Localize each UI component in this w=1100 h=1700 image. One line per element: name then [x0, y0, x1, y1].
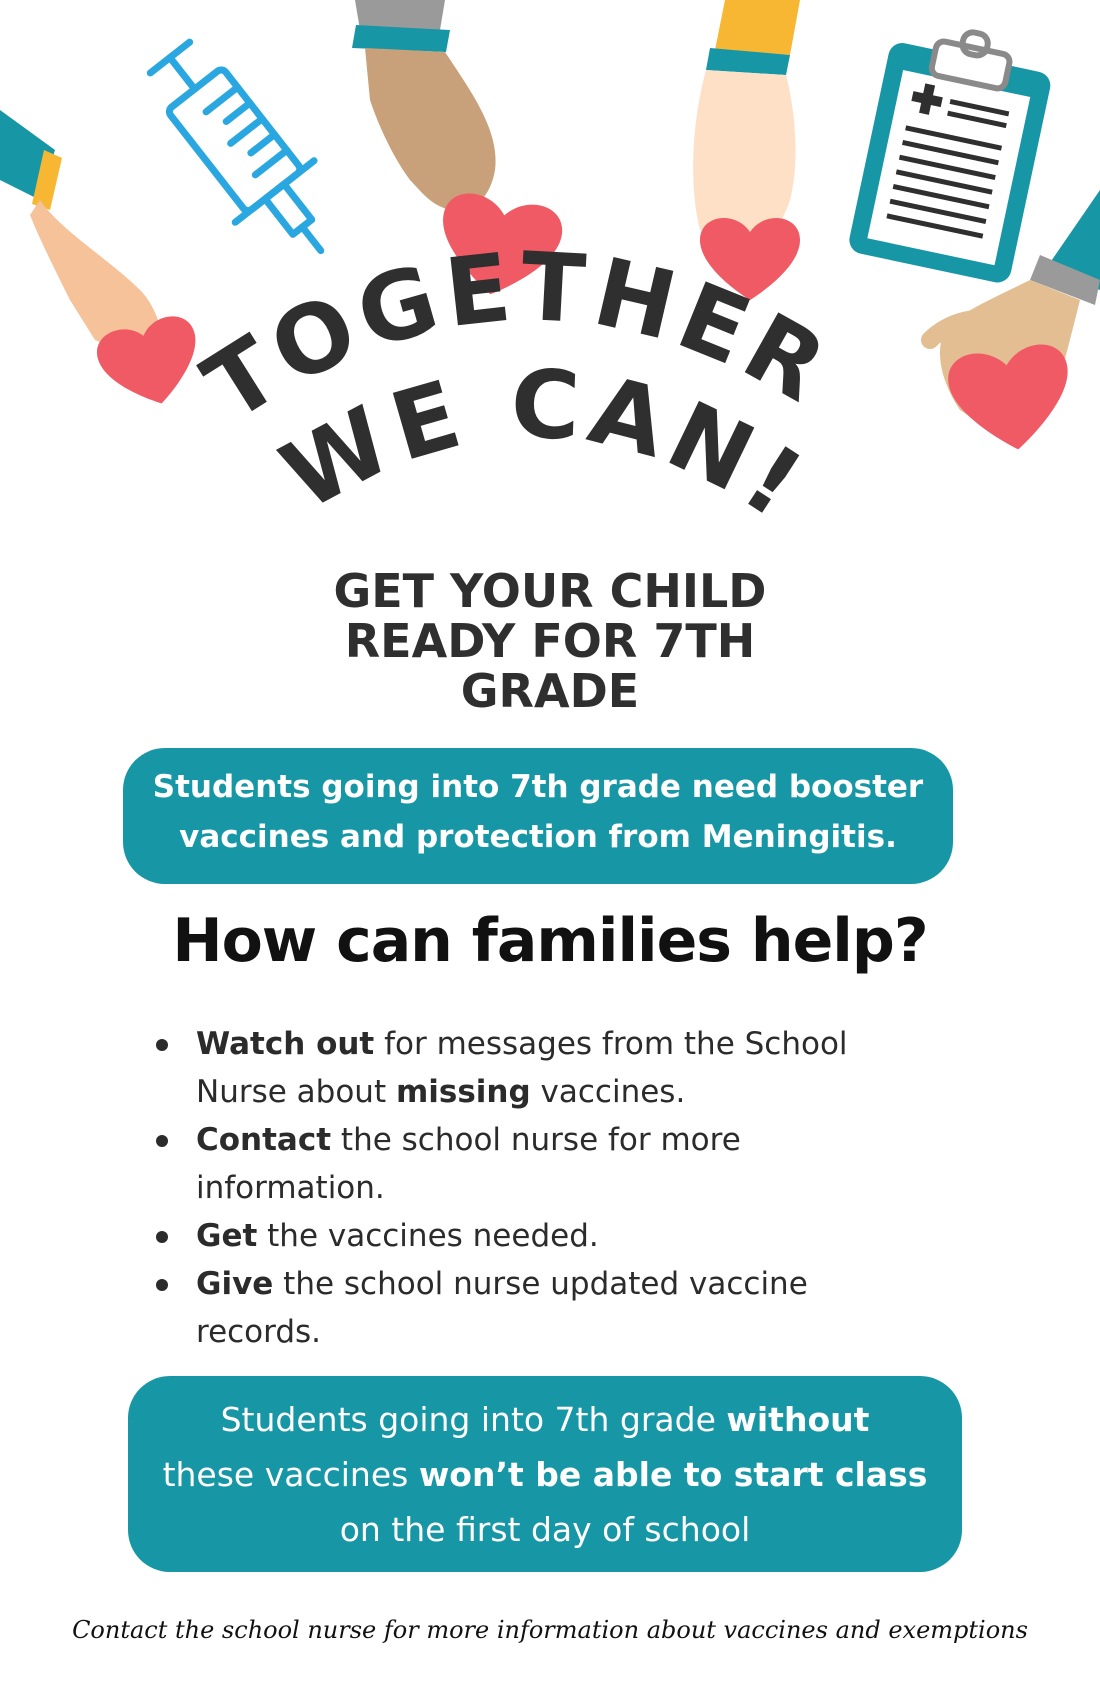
banner-line2: vaccines and protection from Meningitis. [179, 819, 897, 855]
bullet-icon [156, 1231, 168, 1243]
subheading-line1: GET YOUR CHILD [333, 564, 767, 618]
warning-text: on the first day of school [339, 1510, 751, 1549]
help-list [156, 1020, 956, 1356]
bullet-icon [156, 1135, 168, 1147]
subheading-line2: READY FOR 7TH [344, 614, 756, 668]
banner-line1: Students going into 7th grade need booster [152, 769, 924, 805]
item-lead: Contact [196, 1122, 332, 1158]
bullet-icon [156, 1279, 168, 1291]
help-title: How can families help? [172, 906, 928, 976]
warning-text: these vaccines [162, 1455, 419, 1494]
warning-banner [128, 1376, 962, 1572]
item-text: Nurse about [196, 1074, 396, 1110]
item-emphasis: missing [395, 1074, 531, 1110]
booster-banner [123, 748, 953, 884]
headline-line2: WE CAN! [265, 350, 825, 543]
item-lead: Give [196, 1266, 274, 1302]
warning-emphasis: without [726, 1400, 870, 1439]
item-text: records. [196, 1314, 322, 1350]
footer-note: Contact the school nurse for more information about vaccines and exemptions [72, 1616, 1028, 1644]
item-lead: Get [196, 1218, 258, 1254]
warning-text: Students going into 7th grade [220, 1400, 727, 1439]
bullet-icon [156, 1039, 168, 1051]
list-item [156, 1212, 956, 1260]
item-text: the school nurse updated vaccine [273, 1266, 808, 1302]
item-text: information. [196, 1170, 385, 1206]
warning-emphasis: won’t be able to start class [418, 1455, 928, 1494]
item-text: the vaccines needed. [257, 1218, 599, 1254]
headline [0, 0, 1100, 620]
item-text: the school nurse for more [331, 1122, 741, 1158]
list-item [156, 1260, 956, 1356]
item-text: vaccines. [530, 1074, 686, 1110]
list-item [156, 1116, 956, 1212]
subheading-line3: GRADE [460, 664, 640, 718]
list-item [156, 1020, 956, 1116]
headline-line1: TOGETHER [186, 232, 848, 444]
item-lead: Watch out [196, 1026, 375, 1062]
subheading [0, 566, 1100, 716]
item-text: for messages from the School [374, 1026, 848, 1062]
